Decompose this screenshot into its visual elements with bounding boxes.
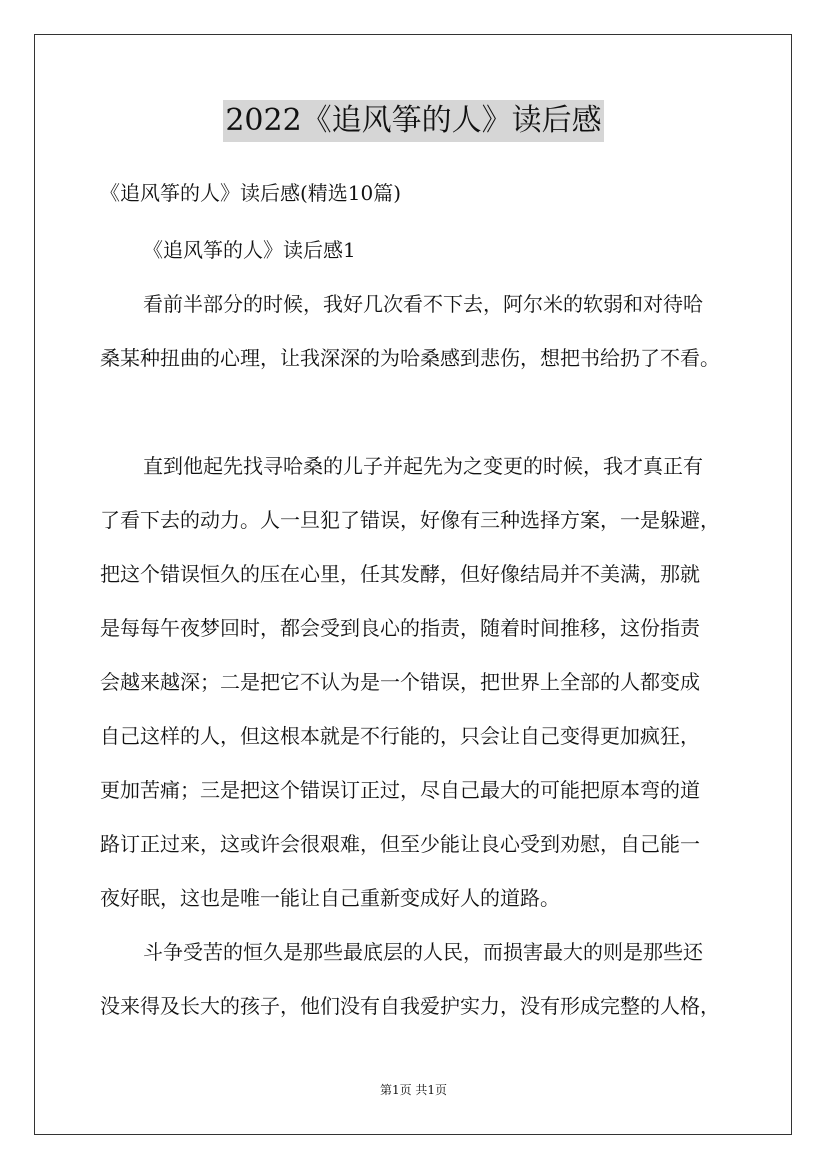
paragraph-line: 斗争受苦的恒久是那些最底层的人民，而损害最大的则是那些还 [143, 940, 703, 964]
paragraph-line: 更加苦痛；三是把这个错误订正过，尽自己最大的可能把原本弯的道 [100, 778, 700, 802]
paragraph-line: 桑某种扭曲的心理，让我深深的为哈桑感到悲伤，想把书给扔了不看。 [100, 346, 720, 370]
section-heading: 《追风筝的人》读后感1 [143, 238, 356, 262]
paragraph-line: 直到他起先找寻哈桑的儿子并起先为之变更的时候，我才真正有 [143, 454, 703, 478]
paragraph-line: 是每每午夜梦回时，都会受到良心的指责，随着时间推移，这份指责 [100, 616, 700, 640]
document-title: 2022《追风筝的人》读后感 [223, 100, 603, 142]
paragraph-line: 看前半部分的时候，我好几次看不下去，阿尔米的软弱和对待哈 [143, 292, 703, 316]
paragraph-line: 把这个错误恒久的压在心里，任其发酵，但好像结局并不美满，那就 [100, 562, 700, 586]
page-footer: 第1页 共1页 [379, 1083, 448, 1097]
paragraph-line: 没来得及长大的孩子，他们没有自我爱护实力，没有形成完整的人格， [100, 994, 720, 1018]
paragraph-line: 路订正过来，这或许会很艰难，但至少能让良心受到劝慰，自己能一 [100, 832, 700, 856]
paragraph-line: 了看下去的动力。人一旦犯了错误，好像有三种选择方案，一是躲避， [100, 508, 720, 532]
paragraph-line: 会越来越深；二是把它不认为是一个错误，把世界上全部的人都变成 [100, 670, 700, 694]
paragraph-line: 自己这样的人，但这根本就是不行能的，只会让自己变得更加疯狂， [100, 724, 700, 748]
document-subtitle: 《追风筝的人》读后感(精选10篇) [100, 181, 402, 205]
title-wrap [0, 100, 827, 142]
paragraph-line: 夜好眠，这也是唯一能让自己重新变成好人的道路。 [100, 886, 560, 910]
